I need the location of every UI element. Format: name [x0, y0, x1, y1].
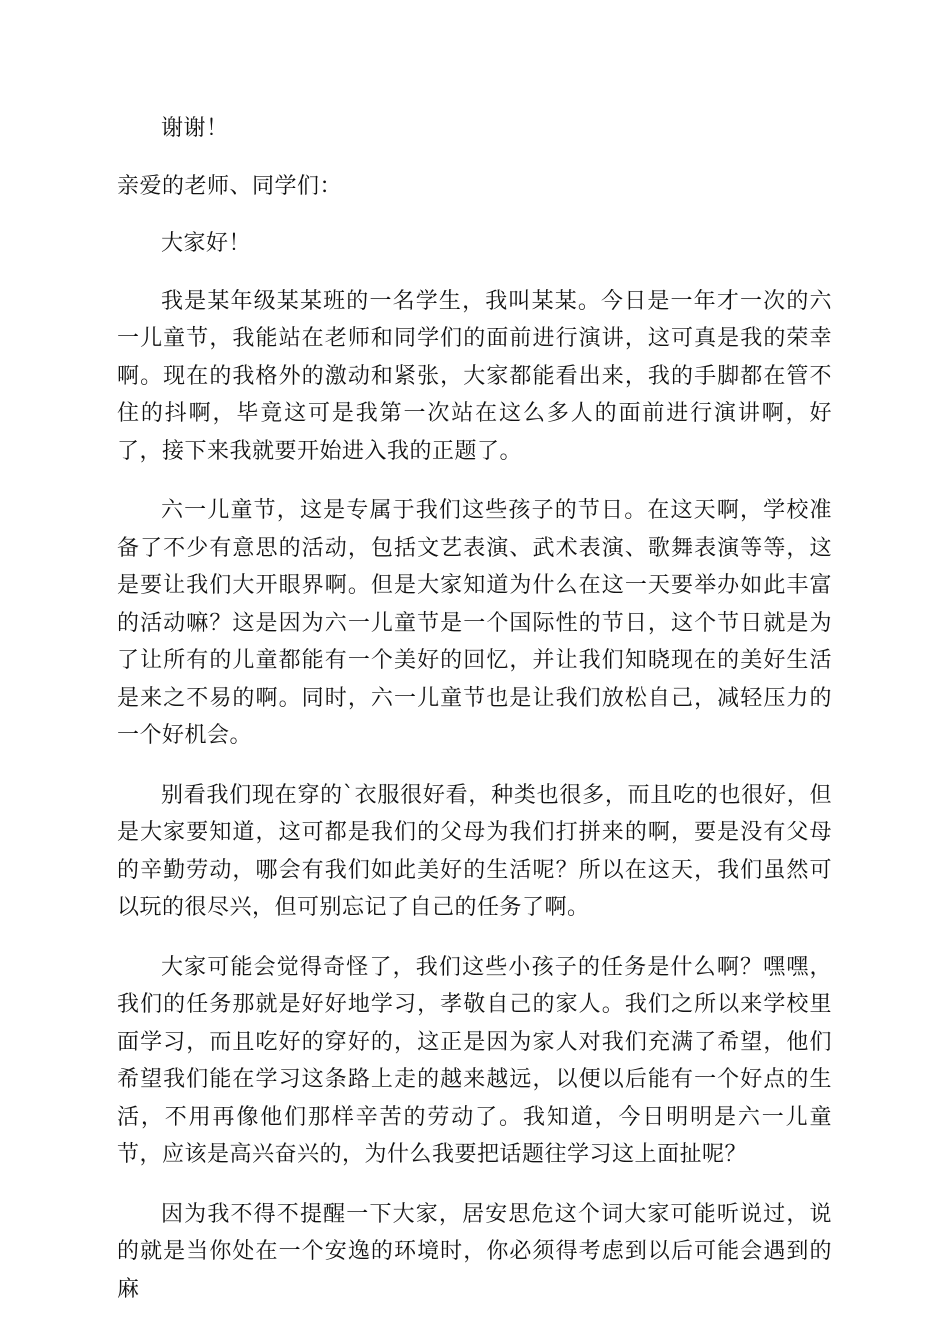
- paragraph-tasks: 大家可能会觉得奇怪了，我们这些小孩子的任务是什么啊？嘿嘿，我们的任务那就是好好地学习，孝敬自己的家人。我们之所以来学校里面学习，而且吃好的穿好的，这正是因为家人对我们充满了希望，他们希望我们能在学习这条路上走的越来越远，以便以后能有一个好点的生活，不用再像他们那样辛苦的劳动了。我知道，今日明明是六一儿童节，应该是高兴奋兴的，为什么我要把话题往学习这上面扯呢？: [117, 954, 832, 1167]
- paragraph-parents: 别看我们现在穿的`衣服很好看，种类也很多，而且吃的也很好，但是大家要知道，这可都是我们的父母为我们打拼来的啊，要是没有父母的辛勤劳动，哪会有我们如此美好的生活呢？所以在这天，我们虽然可以玩的很尽兴，但可别忘记了自己的任务了啊。: [117, 782, 832, 920]
- paragraph-childrens-day: 六一儿童节，这是专属于我们这些孩子的节日。在这天啊，学校准备了不少有意思的活动，包括文艺表演、武术表演、歌舞表演等等，这是要让我们大开眼界啊。但是大家知道为什么在这一天要举办如此丰富的活动嘛？这是因为六一儿童节是一个国际性的节日，这个节日就是为了让所有的儿童都能有一个美好的回忆，并让我们知晓现在的美好生活是来之不易的啊。同时，六一儿童节也是让我们放松自己，减轻压力的一个好机会。: [117, 498, 832, 748]
- greeting: 大家好！: [161, 231, 252, 256]
- paragraph-reminder: 因为我不得不提醒一下大家，居安思危这个词大家可能听说过，说的就是当你处在一个安逸的环境时，你必须得考虑到以后可能会遇到的麻: [117, 1201, 832, 1302]
- document-body: [117, 110, 832, 1308]
- paragraph-introduction: 我是某年级某某班的一名学生，我叫某某。今日是一年才一次的六一儿童节，我能站在老师和同学们的面前进行演讲，这可真是我的荣幸啊。现在的我格外的激动和紧张，大家都能看出来，我的手脚都在管不住的抖啊，毕竟这可是我第一次站在这么多人的面前进行演讲啊，好了，接下来我就要开始进入我的正题了。: [117, 288, 832, 464]
- salutation: 亲爱的老师、同学们：: [117, 173, 343, 199]
- closing-thanks: 谢谢！: [161, 116, 229, 141]
